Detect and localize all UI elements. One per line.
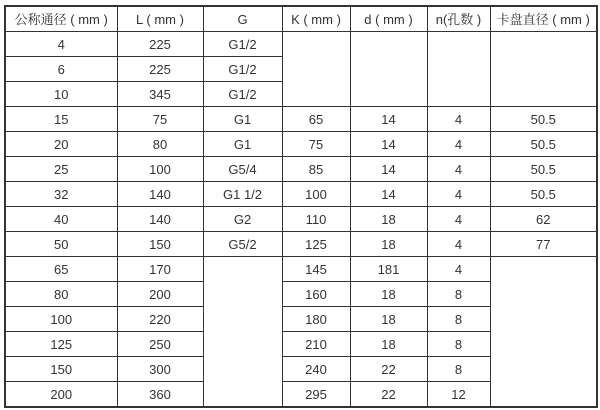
cell-l: 345 [117, 82, 203, 107]
cell-dn: 20 [5, 132, 117, 157]
cell-dn: 80 [5, 282, 117, 307]
header-nominal-diameter: 公称通径 ( mm ) [5, 6, 117, 32]
cell-k: 85 [282, 157, 350, 182]
cell-dn: 65 [5, 257, 117, 282]
cell-d: 14 [350, 107, 427, 132]
cell-dn: 125 [5, 332, 117, 357]
cell-l: 225 [117, 57, 203, 82]
cell-k: 295 [282, 382, 350, 408]
cell-g: G5/4 [203, 157, 282, 182]
merged-empty-cell-chuck [490, 257, 597, 408]
cell-n: 4 [427, 207, 490, 232]
cell-chuck: 50.5 [490, 107, 597, 132]
cell-d: 18 [350, 232, 427, 257]
cell-chuck: 62 [490, 207, 597, 232]
header-chuck-diameter: 卡盘直径 ( mm ) [490, 6, 597, 32]
cell-dn: 100 [5, 307, 117, 332]
cell-g: G1 [203, 132, 282, 157]
cell-k: 75 [282, 132, 350, 157]
cell-g: G5/2 [203, 232, 282, 257]
cell-l: 150 [117, 232, 203, 257]
cell-n: 8 [427, 282, 490, 307]
cell-k: 65 [282, 107, 350, 132]
cell-k: 180 [282, 307, 350, 332]
cell-n: 8 [427, 307, 490, 332]
cell-k: 145 [282, 257, 350, 282]
table-row [5, 32, 597, 57]
cell-d: 14 [350, 157, 427, 182]
cell-n: 4 [427, 232, 490, 257]
cell-n: 4 [427, 257, 490, 282]
cell-g: G1/2 [203, 57, 282, 82]
cell-chuck: 50.5 [490, 157, 597, 182]
cell-k: 100 [282, 182, 350, 207]
cell-dn: 32 [5, 182, 117, 207]
cell-l: 200 [117, 282, 203, 307]
cell-d: 22 [350, 382, 427, 408]
cell-l: 80 [117, 132, 203, 157]
cell-n: 4 [427, 132, 490, 157]
cell-l: 75 [117, 107, 203, 132]
table-row [5, 232, 597, 257]
header-n-holes: n(孔数 ) [427, 6, 490, 32]
merged-empty-cell-d [350, 32, 427, 107]
cell-l: 225 [117, 32, 203, 57]
cell-dn: 4 [5, 32, 117, 57]
cell-dn: 150 [5, 357, 117, 382]
cell-d: 14 [350, 132, 427, 157]
cell-chuck: 50.5 [490, 132, 597, 157]
cell-l: 250 [117, 332, 203, 357]
header-l: L ( mm ) [117, 6, 203, 32]
cell-g: G1/2 [203, 32, 282, 57]
cell-d: 18 [350, 307, 427, 332]
header-row [5, 6, 597, 32]
cell-dn: 10 [5, 82, 117, 107]
cell-n: 4 [427, 157, 490, 182]
cell-dn: 50 [5, 232, 117, 257]
header-g: G [203, 6, 282, 32]
merged-empty-cell-n [427, 32, 490, 107]
spec-table [4, 5, 598, 408]
table-row [5, 132, 597, 157]
cell-d: 18 [350, 282, 427, 307]
cell-k: 125 [282, 232, 350, 257]
table-row [5, 157, 597, 182]
cell-dn: 25 [5, 157, 117, 182]
header-d: d ( mm ) [350, 6, 427, 32]
cell-d: 22 [350, 357, 427, 382]
cell-n: 4 [427, 107, 490, 132]
table-row [5, 107, 597, 132]
merged-empty-cell-g [203, 257, 282, 408]
cell-l: 140 [117, 207, 203, 232]
cell-k: 210 [282, 332, 350, 357]
cell-g: G1/2 [203, 82, 282, 107]
cell-d: 181 [350, 257, 427, 282]
cell-g: G1 1/2 [203, 182, 282, 207]
cell-d: 14 [350, 182, 427, 207]
merged-empty-cell-k [282, 32, 350, 107]
table-row [5, 257, 597, 282]
cell-k: 160 [282, 282, 350, 307]
cell-l: 220 [117, 307, 203, 332]
cell-dn: 6 [5, 57, 117, 82]
cell-g: G1 [203, 107, 282, 132]
cell-n: 4 [427, 182, 490, 207]
cell-n: 8 [427, 357, 490, 382]
cell-k: 110 [282, 207, 350, 232]
cell-dn: 200 [5, 382, 117, 408]
cell-d: 18 [350, 332, 427, 357]
cell-chuck: 50.5 [490, 182, 597, 207]
cell-l: 140 [117, 182, 203, 207]
cell-k: 240 [282, 357, 350, 382]
header-k: K ( mm ) [282, 6, 350, 32]
cell-l: 100 [117, 157, 203, 182]
cell-l: 300 [117, 357, 203, 382]
table-row [5, 207, 597, 232]
cell-dn: 40 [5, 207, 117, 232]
cell-g: G2 [203, 207, 282, 232]
cell-chuck: 77 [490, 232, 597, 257]
cell-dn: 15 [5, 107, 117, 132]
merged-empty-cell-chuck [490, 32, 597, 107]
cell-n: 12 [427, 382, 490, 408]
cell-n: 8 [427, 332, 490, 357]
cell-d: 18 [350, 207, 427, 232]
cell-l: 170 [117, 257, 203, 282]
table-row [5, 182, 597, 207]
cell-l: 360 [117, 382, 203, 408]
